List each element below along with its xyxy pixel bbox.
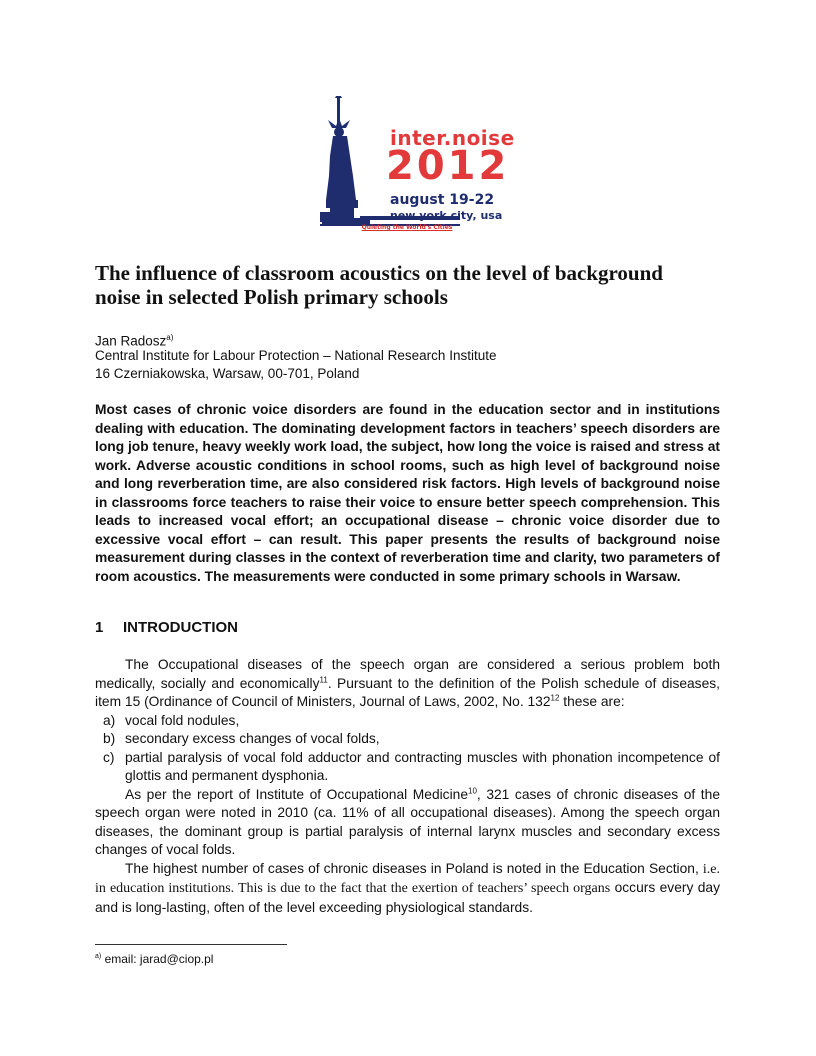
author-name-text: Jan Radosz [95,333,167,349]
section-heading [95,619,238,636]
footnote-text: email: jarad@ciop.pl [104,952,214,966]
conference-logo [320,96,515,246]
logo-date: august 19-22 [390,192,495,208]
intro-p3-text-a: The highest number of cases of chronic diseases in Poland is noted in the Education Section, [125,860,703,876]
title-line-1: The influence of classroom acoustics on the level of background [95,261,663,285]
intro-paragraph-2 [95,786,720,860]
intro-p2-text-b: , 321 cases of chronic diseases of the speech organ were noted in 2010 (ca. 11% of all occupational diseases). Among the speech organ diseases, the dominant group is partial paralysis of internal larynx muscles and secondary excess changes of vocal folds. [95,786,720,857]
section-number: 1 [95,619,104,636]
list-marker: c) [103,749,115,765]
logo-year: 2012 [386,143,510,189]
footnote-mark: a) [95,953,102,960]
intro-paragraph-1 [95,656,720,712]
list-item [95,730,720,749]
section-title: INTRODUCTION [123,619,238,636]
list-marker: a) [103,712,116,728]
footnote [95,952,213,966]
list-item-text: partial paralysis of vocal fold adductor and contracting muscles with phonation incompetence of glottis and permanent dysphonia. [125,749,720,783]
intro-p3-text-c: occurs every day and is long-lasting, often of the level exceeding physiological standards. [95,880,720,915]
list-marker: b) [103,731,116,746]
author-affiliation: Central Institute for Labour Protection – National Research Institute [95,348,497,363]
list-item-text: vocal fold nodules, [125,712,240,728]
intro-p1-text-a: The Occupational diseases of the speech organ are considered a serious problem both medically, socially and economically [95,657,720,691]
abstract: Most cases of chronic voice disorders are found in the education sector and in institutions dealing with education. The dominating development factors in teachers’ speech disorders are long job tenure, heavy weekly work load, the subject, how long the voice is raised and stress at work. Adverse acoustic conditions in school rooms, such as high level of background noise and long reverberation time, are also considered risk factors. High levels of background noise in classrooms force teachers to raise their voice to ensure better speech comprehension. This leads to increased vocal effort; an occupational disease – chronic voice disorder due to excessive vocal effort – can result. This paper presents the results of background noise measurement during classes in the context of reverberation time and clarity, two parameters of room acoustics. The measurements were conducted in some primary schools in Warsaw. [95,402,720,584]
intro-p2-text-a: As per the report of Institute of Occupational Medicine [125,786,468,802]
disease-list [95,712,720,786]
intro-p3-text-b: i.e. in education institutions. This is due to the fact that the exertion of teachers’ speech organs [95,861,720,896]
intro-p1-text-b: . Pursuant to the definition of the Polish schedule of diseases, item 15 (Ordinance of Council of Ministers, Journal of Laws, 2002, No. 132 [95,675,720,709]
list-item [95,749,720,786]
title-line-2: noise in selected Polish primary schools [95,285,448,309]
citation-ref: 11 [319,674,328,684]
intro-paragraph-3 [95,860,720,918]
author-affiliation-block [95,347,496,383]
citation-ref: 12 [550,693,560,703]
introduction-body [95,656,720,917]
logo-tagline: Quieting the World's Cities [361,224,453,231]
list-item-text: secondary excess changes of vocal folds, [125,731,380,746]
logo-city: new york city, usa [390,209,503,222]
paper-title [95,261,735,309]
citation-ref: 10 [468,785,477,795]
author-footnote-mark: a) [166,333,174,342]
logo-name: inter.noise [390,126,515,150]
intro-p1-text-c: these are: [559,694,625,709]
author-address: 16 Czerniakowska, Warsaw, 00-701, Poland [95,366,360,381]
list-item [95,712,720,731]
footnote-divider [95,944,287,945]
